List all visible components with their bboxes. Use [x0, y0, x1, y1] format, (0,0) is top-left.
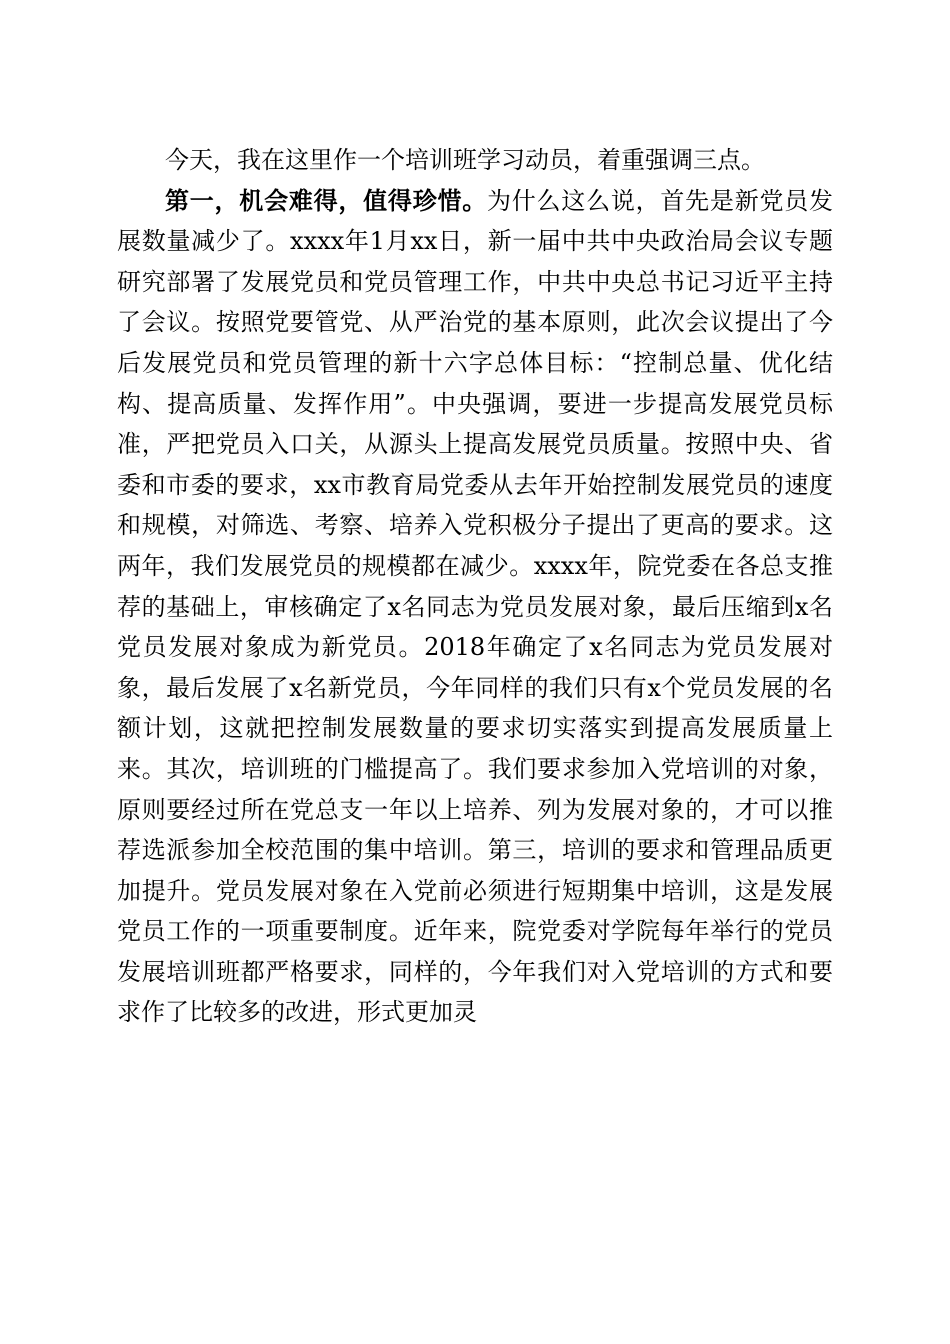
- document-page: [117, 140, 833, 1033]
- opening-paragraph: [117, 140, 833, 181]
- opening-text: 今天，我在这里作一个培训班学习动员，着重强调三点。: [165, 146, 765, 174]
- point-one-heading: 第一，机会难得，值得珍惜。: [165, 185, 487, 215]
- point-one-paragraph: [117, 181, 833, 1033]
- point-one-body: 为什么这么说，首先是新党员发展数量减少了。xxxx年1月xx日，新一届中共中央政治局会议专题研究部署了发展党员和党员管理工作，中共中央总书记习近平主持了会议。按照党要管党、从严治党的基本原则，此次会议提出了今后发展党员和党员管理的新十六字总体目标：“控制总量、优化结构、提高质量、发挥作用”。中央强调，要进一步提高发展党员标准，严把党员入口关，从源头上提高发展党员质量。按照中央、省委和市委的要求，xx市教育局党委从去年开始控制发展党员的速度和规模，对筛选、考察、培养入党积极分子提出了更高的要求。这两年，我们发展党员的规模都在减少。xxxx年，院党委在各总支推荐的基础上，审核确定了x名同志为党员发展对象，最后压缩到x名党员发展对象成为新党员。2018年确定了x名同志为党员发展对象，最后发展了x名新党员，今年同样的我们只有x个党员发展的名额计划，这就把控制发展数量的要求切实落实到提高发展质量上来。其次，培训班的门槛提高了。我们要求参加入党培训的对象，原则要经过所在党总支一年以上培养、列为发展对象的，才可以推荐选派参加全校范围的集中培训。第三，培训的要求和管理品质更加提升。党员发展对象在入党前必须进行短期集中培训，这是发展党员工作的一项重要制度。近年来，院党委对学院每年举行的党员发展培训班都严格要求，同样的，今年我们对入党培训的方式和要求作了比较多的改进，形式更加灵: [117, 186, 833, 1027]
